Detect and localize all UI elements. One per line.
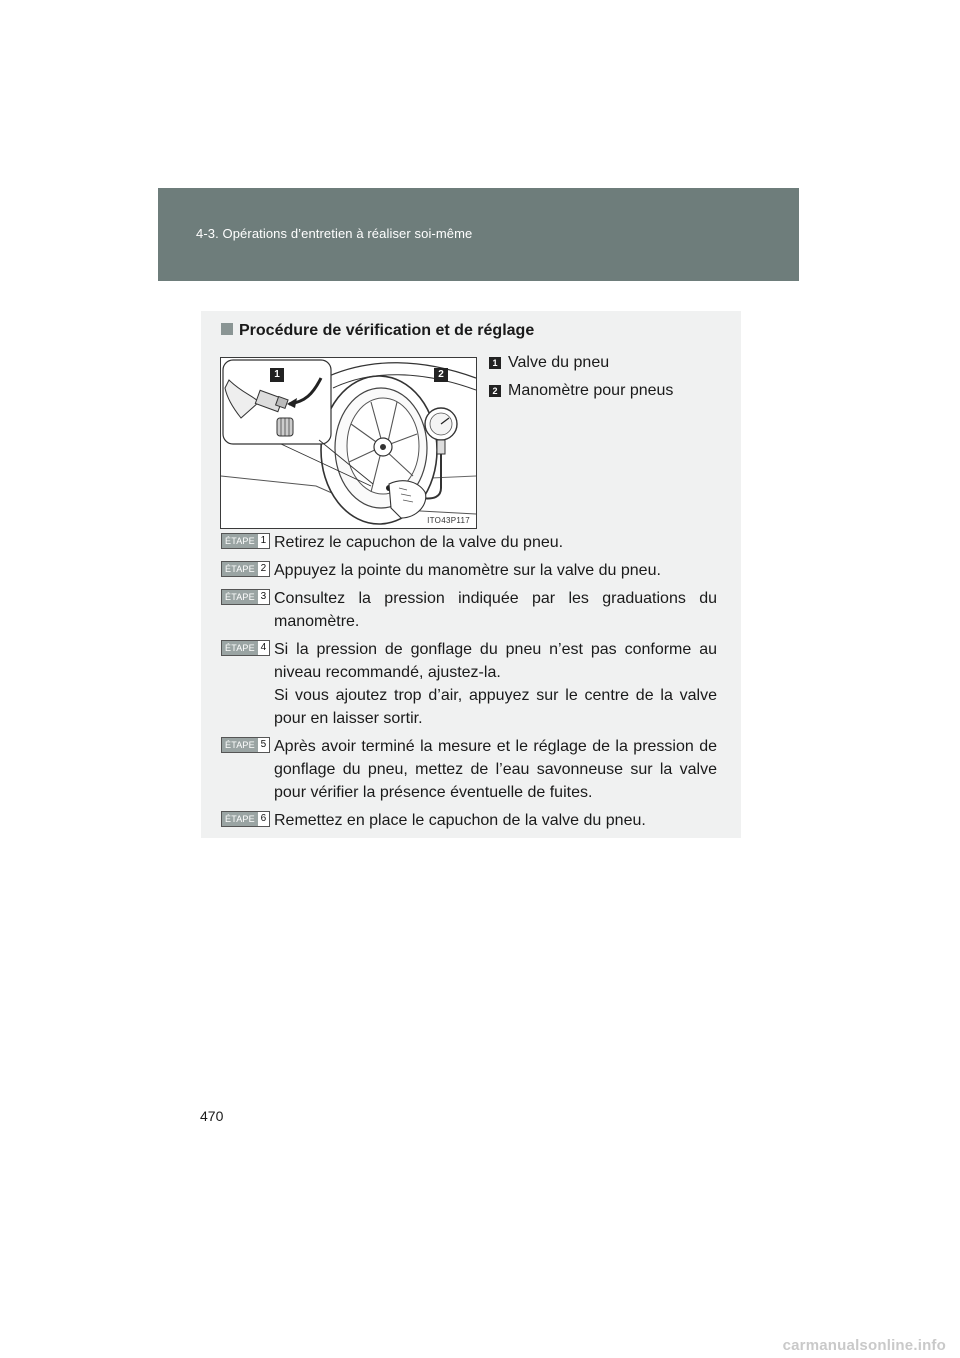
page-number: 470 — [200, 1108, 224, 1124]
legend-number: 1 — [489, 357, 501, 369]
step-text: Remettez en place le capuchon de la valve du pneu. — [274, 812, 646, 829]
chapter-header — [158, 188, 799, 281]
step-badge: ÉTAPE 1 — [221, 533, 270, 549]
step-badge: ÉTAPE 2 — [221, 561, 270, 577]
square-bullet-icon — [221, 323, 233, 335]
callout-2-badge: 2 — [434, 368, 448, 382]
legend-label: Manomètre pour pneus — [508, 382, 674, 399]
figure-code: ITO43P117 — [427, 516, 470, 525]
section-title: Procédure de vérification et de réglage — [221, 322, 534, 340]
legend-number: 2 — [489, 385, 501, 397]
content-panel — [201, 311, 741, 838]
step-text: Consultez la pression indiquée par les graduations du manomètre. — [274, 590, 717, 630]
step-text: Si la pression de gonflage du pneu n’est pas conforme au niveau recommandé, ajustez-la. — [274, 641, 717, 681]
step-item — [221, 587, 717, 633]
step-item — [221, 809, 717, 832]
step-item — [221, 638, 717, 730]
tire-illustration — [220, 357, 477, 529]
callout-1-badge: 1 — [270, 368, 284, 382]
legend-item — [489, 349, 673, 377]
step-text: Appuyez la pointe du manomètre sur la valve du pneu. — [274, 562, 661, 579]
step-item — [221, 735, 717, 804]
chapter-title: 4-3. Opérations d’entretien à réaliser soi-même — [196, 226, 473, 241]
watermark: carmanualsonline.info — [782, 1337, 946, 1354]
step-item — [221, 531, 717, 554]
step-text: Retirez le capuchon de la valve du pneu. — [274, 534, 564, 551]
step-list — [221, 531, 717, 837]
step-badge: ÉTAPE 5 — [221, 737, 270, 753]
tire-gauge-drawing — [221, 358, 476, 528]
step-badge: ÉTAPE 6 — [221, 811, 270, 827]
legend-item — [489, 377, 673, 405]
step-item — [221, 559, 717, 582]
figure-legend — [489, 349, 673, 405]
legend-label: Valve du pneu — [508, 354, 610, 371]
step-badge: ÉTAPE 3 — [221, 589, 270, 605]
step-text-continued: Si vous ajoutez trop d’air, appuyez sur le centre de la valve pour en laisser sortir. — [274, 687, 717, 727]
step-text: Après avoir terminé la mesure et le réglage de la pression de gonflage du pneu, mettez de l’eau savonneuse sur la valve pour vérifier la présence éventuelle de fuites. — [274, 738, 717, 801]
step-badge: ÉTAPE 4 — [221, 640, 270, 656]
